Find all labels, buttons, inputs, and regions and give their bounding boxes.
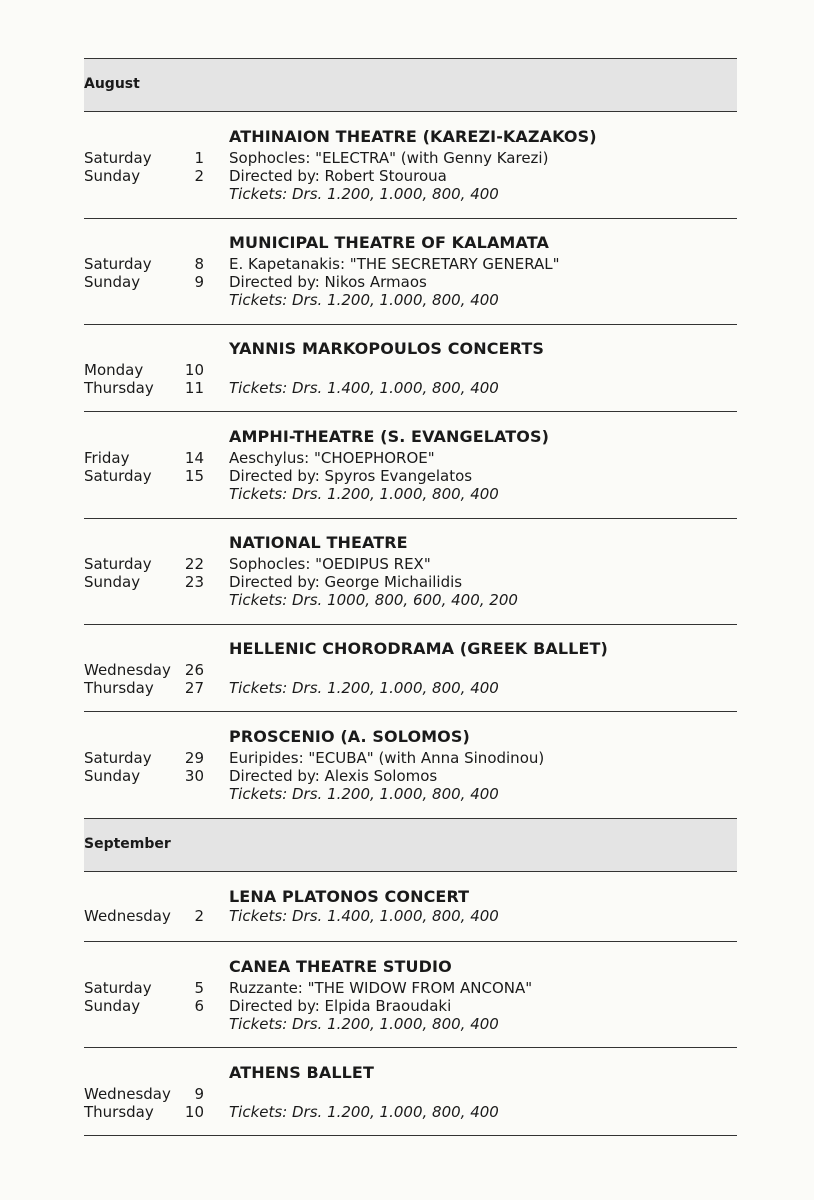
event-tickets: Tickets: Drs. 1.200, 1.000, 800, 400: [229, 679, 499, 697]
event-day: Saturday: [84, 149, 152, 167]
event-tickets: Tickets: Drs. 1.400, 1.000, 800, 400: [229, 379, 499, 397]
event-director: Directed by: Nikos Armaos: [229, 273, 427, 291]
event-day: Wednesday: [84, 907, 171, 925]
event-tickets: Tickets: Drs. 1.200, 1.000, 800, 400: [229, 185, 499, 203]
event-date: 5: [194, 979, 204, 997]
event-tickets: Tickets: Drs. 1000, 800, 600, 400, 200: [229, 591, 518, 609]
divider: [84, 624, 737, 625]
event-date: 15: [184, 467, 204, 485]
event-day: Sunday: [84, 273, 141, 291]
event-title: MUNICIPAL THEATRE OF KALAMATA: [229, 233, 549, 252]
event-day: Sunday: [84, 167, 141, 185]
divider: [84, 518, 737, 519]
event-tickets: Tickets: Drs. 1.200, 1.000, 800, 400: [229, 1015, 499, 1033]
event-date: 23: [184, 573, 204, 591]
event-work: Aeschylus: "CHOEPHOROE": [229, 449, 435, 467]
event-director: Directed by: Spyros Evangelatos: [229, 467, 473, 485]
event-day: Thursday: [84, 379, 154, 397]
event-date: 8: [194, 255, 204, 273]
event-date: 1: [194, 149, 204, 167]
divider: [84, 218, 737, 219]
event-canea-theatre-studio: [84, 957, 737, 1047]
event-date: 9: [194, 1085, 204, 1103]
event-proscenio: [84, 727, 737, 817]
event-date: 2: [194, 167, 204, 185]
event-day: Friday: [84, 449, 130, 467]
event-title: LENA PLATONOS CONCERT: [229, 887, 470, 906]
divider: [84, 411, 737, 412]
event-title: CANEA THEATRE STUDIO: [229, 957, 452, 976]
event-day: Thursday: [84, 679, 154, 697]
divider: [84, 941, 737, 942]
event-day: Wednesday: [84, 1085, 171, 1103]
event-amphi-theatre: [84, 427, 737, 517]
divider: [84, 711, 737, 712]
event-lena-platonos-concert: [84, 887, 737, 937]
divider: [84, 1047, 737, 1048]
event-date: 6: [194, 997, 204, 1015]
event-date: 10: [184, 1103, 204, 1121]
event-work: E. Kapetanakis: "THE SECRETARY GENERAL": [229, 255, 560, 273]
event-date: 22: [184, 555, 204, 573]
event-date: 14: [184, 449, 204, 467]
event-day: Saturday: [84, 555, 152, 573]
event-director: Directed by: Elpida Braoudaki: [229, 997, 452, 1015]
event-date: 27: [184, 679, 204, 697]
event-tickets: Tickets: Drs. 1.200, 1.000, 800, 400: [229, 291, 499, 309]
event-day: Sunday: [84, 997, 141, 1015]
event-title: NATIONAL THEATRE: [229, 533, 408, 552]
month-header-august: [84, 58, 737, 112]
event-title: HELLENIC CHORODRAMA (GREEK BALLET): [229, 639, 608, 658]
event-municipal-theatre-kalamata: [84, 233, 737, 323]
event-day: Thursday: [84, 1103, 154, 1121]
event-hellenic-chorodrama: [84, 639, 737, 729]
event-day: Monday: [84, 361, 144, 379]
event-day: Saturday: [84, 467, 152, 485]
event-director: Directed by: George Michailidis: [229, 573, 463, 591]
event-title: YANNIS MARKOPOULOS CONCERTS: [229, 339, 544, 358]
event-day: Sunday: [84, 767, 141, 785]
event-work: Ruzzante: "THE WIDOW FROM ANCONA": [229, 979, 533, 997]
divider: [84, 1135, 737, 1136]
event-title: ATHINAION THEATRE (KAREZI-KAZAKOS): [229, 127, 597, 146]
event-athens-ballet: [84, 1063, 737, 1153]
event-date: 11: [184, 379, 204, 397]
event-day: Saturday: [84, 979, 152, 997]
event-day: Saturday: [84, 749, 152, 767]
event-work: Sophocles: "OEDIPUS REX": [229, 555, 431, 573]
event-title: AMPHI-THEATRE (S. EVANGELATOS): [229, 427, 550, 446]
event-tickets: Tickets: Drs. 1.200, 1.000, 800, 400: [229, 1103, 499, 1121]
event-date: 26: [184, 661, 204, 679]
event-title: ATHENS BALLET: [229, 1063, 374, 1082]
event-day: Sunday: [84, 573, 141, 591]
event-date: 10: [184, 361, 204, 379]
event-day: Wednesday: [84, 661, 171, 679]
event-yannis-markopoulos-concerts: [84, 339, 737, 429]
month-header-september: [84, 818, 737, 872]
event-title: PROSCENIO (A. SOLOMOS): [229, 727, 470, 746]
event-date: 2: [194, 907, 204, 925]
event-director: Directed by: Robert Stouroua: [229, 167, 447, 185]
event-tickets: Tickets: Drs. 1.200, 1.000, 800, 400: [229, 785, 499, 803]
event-athinaion-theatre: [84, 127, 737, 217]
event-work: Euripides: "ECUBA" (with Anna Sinodinou): [229, 749, 545, 767]
event-date: 30: [184, 767, 204, 785]
event-date: 29: [184, 749, 204, 767]
event-tickets: Tickets: Drs. 1.400, 1.000, 800, 400: [229, 907, 499, 925]
month-label: August: [84, 76, 140, 92]
event-director: Directed by: Alexis Solomos: [229, 767, 438, 785]
event-date: 9: [194, 273, 204, 291]
event-tickets: Tickets: Drs. 1.200, 1.000, 800, 400: [229, 485, 499, 503]
event-national-theatre: [84, 533, 737, 623]
divider: [84, 324, 737, 325]
event-work: Sophocles: "ELECTRA" (with Genny Karezi): [229, 149, 549, 167]
event-day: Saturday: [84, 255, 152, 273]
month-label: September: [84, 836, 171, 852]
